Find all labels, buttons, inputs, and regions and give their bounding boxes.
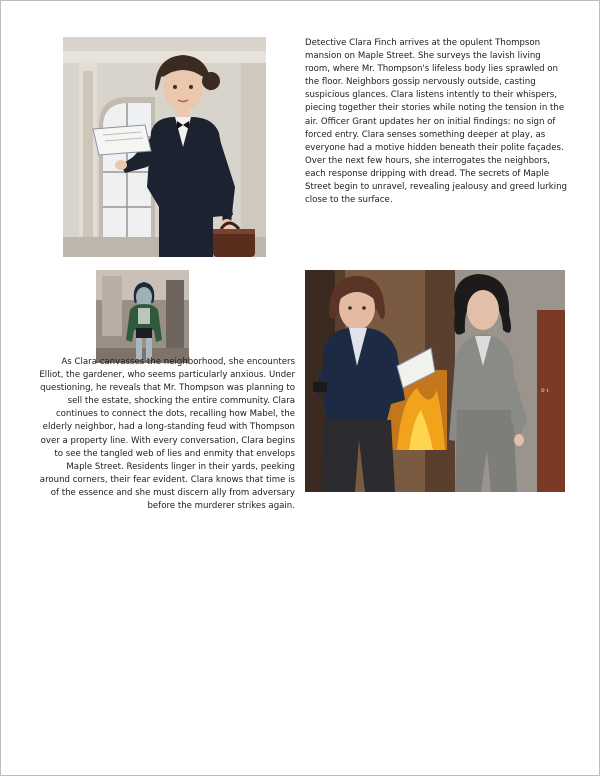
svg-text:o ι: o ι bbox=[541, 387, 549, 394]
detective-illustration bbox=[63, 37, 293, 257]
story-paragraph-1: Detective Clara Finch arrives at the opulent Thompson mansion on Maple Street. She surveys the lavish living room, where Mr. Thompson's lifeless body lies sprawled on the floor. Neighbors gossip nervously outside, casting suspicious glances. Clara listens intently to their whispers, piecing together their stories while noting the tension in the air. Officer Grant updates her on initial findings: no sign of forced entry. Clara senses something deeper at play, as everyone had a motive hidden beneath their polite façades. Over the next few hours, she interrogates the neighbors, each response dripping with dread. The secrets of Maple Street begin to unravel, revealing jealousy and greed lurking close to the surface. bbox=[305, 38, 567, 206]
two-detectives-illustration bbox=[305, 270, 565, 492]
character-illustration bbox=[96, 270, 189, 363]
story-paragraph-2: As Clara canvasses the neighborhood, she encounters Elliot, the gardener, who seems particularly anxious. Under questioning, he reveals that Mr. Thompson was planning to sell the estate, shocking the entire community. Clara continues to connect the dots, recalling how Mabel, the elderly neighbor, had a long-standing feud with Thompson over a property line. With every conversation, Clara begins to see the tangled web of lies and enmity that envelops Maple Street. Residents linger in their yards, peeking around corners, their fear evident. Clara knows that time is of the essence and she must discern ally from adversary before the murderer strikes again. bbox=[39, 357, 295, 512]
